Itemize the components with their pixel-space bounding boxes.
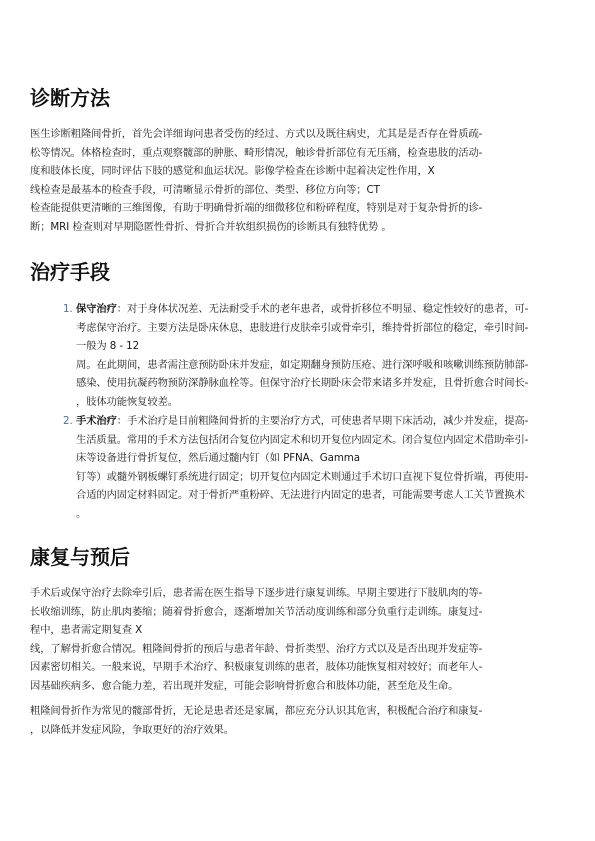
section-heading-diagnosis: 诊断方法 <box>30 86 110 110</box>
list-item-title: 手术治疗 <box>76 415 117 427</box>
rehab-conclusion <box>30 702 567 739</box>
list-item-text <box>76 300 595 412</box>
section-heading-treatment: 治疗手段 <box>30 260 110 284</box>
rehab-paragraph-2: 粗隆间骨折作为常见的髋部骨折，无论是患者还是家属，都应充分认识其危害，积极配合治疗和康复- ，以降低并发症风险，争取更好的治疗效果。 <box>30 705 483 736</box>
list-item-surgical-treatment <box>60 412 595 524</box>
diagnosis-section <box>30 125 567 237</box>
diagnosis-paragraph: 医生诊断粗隆间骨折，首先会详细询问患者受伤的经过、方式以及既往病史，尤其是是否存在骨质疏- 松等情况。体格检查时，重点观察髋部的肿胀、畸形情况，触诊骨折部位有无压痛，检查患肢的活动- 度和肢体长度，同时评估下肢的感觉和血运状况。影像学检查在诊断中起着决定性作用，X 线检查是最基本的检查手段，可清晰显示骨折的部位、类型、移位方向等；CT 检查能提供更清晰的三维图像，有助于明确骨折端的细微移位和粉碎程度，特别是对于复杂骨折的诊- 断；MRI 检查则对早期隐匿性骨折、骨折合并软组织损伤的诊断具有独特优势 。 <box>30 128 483 233</box>
list-item-title: 保守治疗 <box>76 303 117 315</box>
list-item-body: ：手术治疗是目前粗隆间骨折的主要治疗方式，可使患者早期下床活动，减少并发症，提高- 生活质量。常用的手术方法包括闭合复位内固定术和切开复位内固定术。闭合复位内固定术借助牵引- 床等设备进行骨折复位，然后通过髓内钉（如 PFNA、Gamma 钉等）或髓外钢板螺钉系统进行固定；切开复位内固定术则通过手术切口直视下复位骨折端，再使用- 合适的内固定材料固定。对于骨折严重粉碎、无法进行内固定的患者，可能需要考虑人工关节置换术 。 <box>76 415 529 520</box>
list-item-text <box>76 412 595 524</box>
list-item-number: 1. <box>63 303 73 315</box>
list-item-body: ：对于身体状况差、无法耐受手术的老年患者，或骨折移位不明显、稳定性较好的患者，可- 考虑保守治疗。主要方法是卧床休息，患肢进行皮肤牵引或骨牵引，维持骨折部位的稳定，牵引时间- 一般为 8 - 12 周。在此期间，患者需注意预防卧床并发症，如定期翻身预防压疮、进行深呼吸和咳嗽训练预防肺部- 感染、使用抗凝药物预防深静脉血栓等。但保守治疗长期卧床会带来诸多并发症，且骨折愈合时间长- ，肢体功能恢复较差。 <box>76 303 529 408</box>
section-heading-rehab: 康复与预后 <box>30 545 130 569</box>
list-item-number: 2. <box>63 415 73 427</box>
list-item-conservative-treatment <box>60 300 595 412</box>
rehab-paragraph-1: 手术后或保守治疗去除牵引后，患者需在医生指导下逐步进行康复训练。早期主要进行下肢肌肉的等- 长收缩训练，防止肌肉萎缩；随着骨折愈合，逐渐增加关节活动度训练和部分负重行走训练。康复过- 程中，患者需定期复查 X 线，了解骨折愈合情况。粗隆间骨折的预后与患者年龄、骨折类型、治疗方式以及是否出现并发症等- 因素密切相关。一般来说，早期手术治疗、积极康复训练的患者，肢体功能恢复相对较好；而老年人- 因基础疾病多、愈合能力差，若出现并发症，可能会影响骨折愈合和肢体功能，甚至危及生命。 <box>30 587 483 692</box>
rehab-section <box>30 584 567 696</box>
